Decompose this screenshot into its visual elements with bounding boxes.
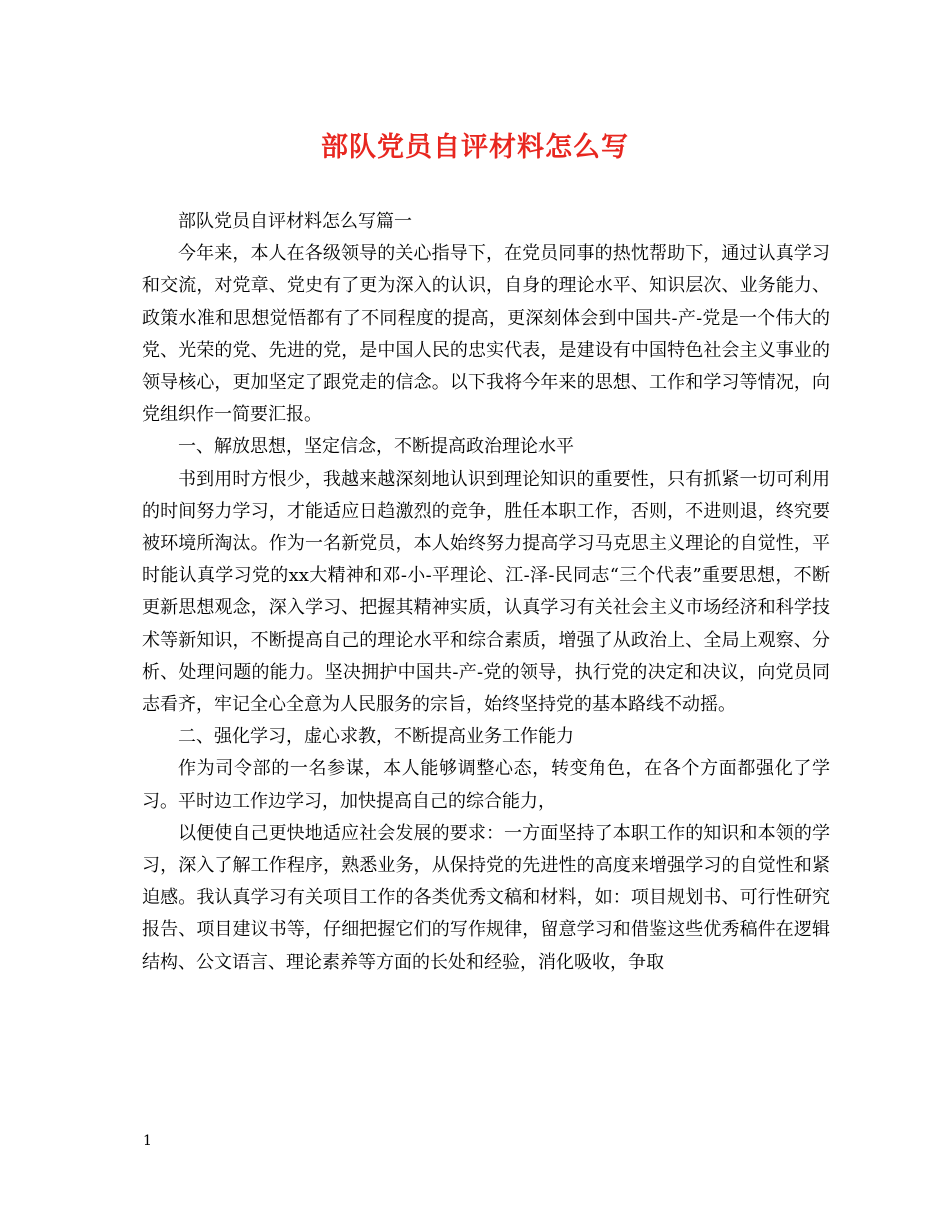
page-number: 1 [143, 1133, 152, 1149]
body-paragraph: 书到用时方恨少，我越来越深刻地认识到理论知识的重要性，只有抓紧一切可利用的时间努力学习，才能适应日趋激烈的竞争，胜任本职工作，否则，不进则退，终究要被环境所淘汰。作为一名新党员，本人始终努力提高学习马克思主义理论的自觉性，平时能认真学习党的xx大精神和邓-小-平理论、江-泽-民同志“三个代表”重要思想，不断更新思想观念，深入学习、把握其精神实质，认真学习有关社会主义市场经济和科学技术等新知识，不断提高自己的理论水平和综合素质，增强了从政治上、全局上观察、分析、处理问题的能力。坚决拥护中国共-产-党的领导，执行党的决定和决议，向党员同志看齐，牢记全心全意为人民服务的宗旨，始终坚持党的基本路线不动摇。 [142, 468, 830, 716]
body-paragraph: 今年来，本人在各级领导的关心指导下，在党员同事的热忱帮助下，通过认真学习和交流，对党章、党史有了更为深入的认识，自身的理论水平、知识层次、业务能力、政策水准和思想觉悟都有了不同程度的提高，更深刻体会到中国共-产-党是一个伟大的党、光荣的党、先进的党，是中国人民的忠实代表，是建设有中国特色社会主义事业的领导核心，更加坚定了跟党走的信念。以下我将今年来的思想、工作和学习等情况，向党组织作一简要汇报。 [142, 243, 830, 426]
document-title: 部队党员自评材料怎么写 [321, 132, 629, 163]
section-heading: 二、强化学习，虚心求教，不断提高业务工作能力 [178, 726, 574, 748]
section-heading: 部队党员自评材料怎么写篇一 [178, 211, 412, 232]
document-body [142, 206, 830, 979]
section-heading: 一、解放思想，坚定信念，不断提高政治理论水平 [178, 436, 574, 458]
body-paragraph: 以便使自己更快地适应社会发展的要求：一方面坚持了本职工作的知识和本领的学习，深入了解工作程序，熟悉业务，从保持党的先进性的高度来增强学习的自觉性和紧迫感。我认真学习有关项目工作的各类优秀文稿和材料，如：项目规划书、可行性研究报告、项目建议书等，仔细把握它们的写作规律，留意学习和借鉴这些优秀稿件在逻辑结构、公文语言、理论素养等方面的长处和经验，消化吸收，争取 [142, 822, 830, 973]
body-paragraph: 作为司令部的一名参谋，本人能够调整心态，转变角色，在各个方面都强化了学习。平时边工作边学习，加快提高自己的综合能力， [142, 758, 830, 812]
